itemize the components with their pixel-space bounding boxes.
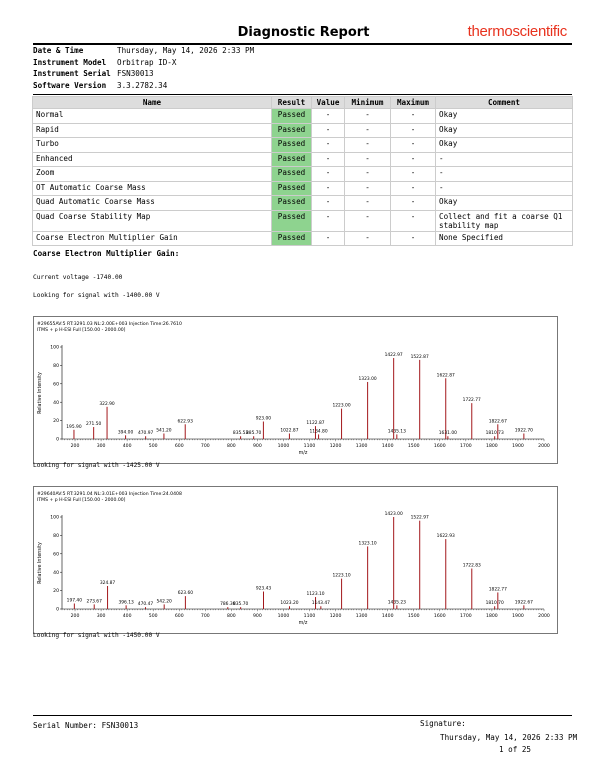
spectrum-header-line: #29655AV:5 RT:3291.03 NL:2.00E+003 Injection Time:26.7610 [37,322,182,327]
y-tick-label: 0 [56,607,59,613]
peak-label: 835.53 [232,431,249,437]
x-tick-label: 1700 [459,614,472,619]
cell-comment: Okay [436,196,573,211]
cell-result: Passed [272,196,312,211]
logo-text-scientific: scientific [512,23,567,40]
cell-maximum: - [391,138,436,153]
x-tick-label: 1800 [486,444,498,449]
current-voltage-note: Current voltage -1740.00 [33,274,123,281]
spectrum-plot-2 [33,486,558,634]
meta-rule [33,94,572,95]
cell-minimum: - [345,210,391,231]
peak-label: 322.90 [99,401,115,407]
x-tick-label: 700 [200,614,210,619]
footer-date: Thursday, May 14, 2026 2:33 PM [440,733,578,742]
peak-label: 1123.10 [306,592,325,598]
cell-result: Passed [272,181,312,196]
peak-label: 1143.47 [311,601,330,607]
peak-label: 1822.77 [488,587,507,593]
spectrum-plot-1 [33,316,558,464]
signal-note-1425: Looking for signal with -1425.00 V [33,462,160,469]
x-tick-label: 1700 [459,444,472,449]
y-tick-label: 20 [53,589,59,595]
report-title: Diagnostic Report [237,25,370,40]
peak-label: 396.13 [118,600,134,606]
signal-note-1400: Looking for signal with -1400.00 V [33,292,160,299]
cell-result: Passed [272,138,312,153]
cell-result: Passed [272,123,312,138]
peak-label: 1323.00 [358,376,377,382]
cell-comment: - [436,181,573,196]
peak-label: 885.70 [245,431,262,437]
cell-value: - [312,196,345,211]
meta-label: Instrument Serial [33,69,111,78]
peak-label: 1522.87 [410,354,429,360]
cell-comment: Okay [436,138,573,153]
peak-label: 1622.87 [436,373,455,379]
peak-label: 1810.70 [485,601,504,607]
col-header-minimum: Minimum [345,97,391,109]
x-tick-label: 800 [226,444,236,449]
logo-text-thermo: thermo [467,23,513,40]
header-rule [33,43,572,45]
meta-value: FSN30013 [117,69,154,78]
x-tick-label: 1800 [486,614,498,619]
peak-label: 1423.00 [384,512,403,517]
x-tick-label: 1300 [355,614,368,619]
x-tick-label: 300 [96,444,106,449]
x-tick-label: 300 [96,614,106,619]
meta-row-software [33,81,254,93]
cell-comment: - [436,152,573,167]
footer-serial-number: Serial Number: FSN30013 [33,721,139,730]
x-tick-label: 1900 [512,614,524,619]
x-tick-label: 2000 [538,444,550,449]
cell-minimum: - [345,152,391,167]
footer-rule [33,715,572,716]
x-tick-label: 1000 [277,614,290,619]
peak-label: 1223.00 [332,403,351,409]
table-header-row [33,97,573,109]
cell-maximum: - [391,181,436,196]
peak-label: 835.70 [232,602,249,608]
peak-label: 623.60 [177,591,194,597]
spectrum-scan-filter: ITMS + p H-ESI Full [150.00 - 2000.00] [37,498,126,503]
cell-comment: Collect and fit a coarse Q1 stability map [436,210,573,231]
peak-label: 1134.80 [309,429,328,435]
x-tick-label: 1000 [277,444,290,449]
x-tick-label: 500 [148,444,158,449]
peak-label: 470.97 [137,431,154,437]
peak-label: 923.00 [255,416,272,422]
cell-value: - [312,109,345,124]
x-tick-label: 200 [70,614,80,619]
table-row [33,123,573,138]
x-tick-label: 1500 [407,614,420,619]
cell-maximum: - [391,210,436,231]
cell-minimum: - [345,167,391,182]
peak-label: 1435.23 [387,600,406,606]
peak-label: 273.67 [86,599,102,605]
cell-value: - [312,181,345,196]
cell-comment: None Specified [436,231,573,246]
y-axis-label: Relative Intensity [38,542,43,584]
y-tick-label: 80 [53,364,59,369]
meta-label: Date & Time [33,46,84,55]
peak-label: 622.93 [177,419,193,425]
meta-row-date [33,46,254,58]
table-row [33,210,573,231]
x-tick-label: 1900 [512,444,524,449]
cell-value: - [312,231,345,246]
table-row [33,109,573,124]
x-tick-label: 900 [253,444,262,449]
cell-name: Quad Automatic Coarse Mass [33,196,272,211]
x-tick-label: 200 [70,444,80,449]
diagnostics-table [32,96,573,246]
cell-value: - [312,210,345,231]
meta-value: Thursday, May 14, 2026 2:33 PM [117,46,255,55]
cell-name: Rapid [33,123,272,138]
section-title: Coarse Electron Multiplier Gain: [33,249,180,258]
x-tick-label: 1200 [329,444,342,449]
peak-label: 1522.97 [410,515,429,521]
y-tick-label: 40 [53,570,59,576]
peak-label: 542.20 [156,599,172,605]
y-tick-label: 40 [53,400,59,406]
x-tick-label: 1100 [303,614,316,619]
table-row [33,152,573,167]
peak-label: 786.30 [220,602,236,608]
y-tick-label: 60 [53,552,59,558]
x-tick-label: 400 [122,614,132,619]
x-tick-label: 1200 [329,614,342,619]
cell-name: Zoom [33,167,272,182]
x-tick-label: 400 [122,444,132,449]
x-tick-label: 1500 [407,444,420,449]
peak-label: 394.00 [117,430,134,436]
x-tick-label: 1600 [433,614,446,619]
cell-name: Coarse Electron Multiplier Gain [33,231,272,246]
spectrum-scan-filter: ITMS + p H-ESI Full [150.00 - 2000.00] [37,328,126,333]
cell-minimum: - [345,231,391,246]
peak-label: 1622.93 [436,534,455,540]
y-tick-label: 20 [53,419,59,425]
peak-label: 1122.87 [306,421,325,427]
peak-label: 1023.20 [280,601,299,607]
col-header-comment: Comment [436,97,573,109]
meta-row-model [33,58,254,70]
cell-name: Quad Coarse Stability Map [33,210,272,231]
cell-name: Turbo [33,138,272,153]
y-tick-label: 100 [50,515,59,521]
x-tick-label: 800 [226,614,236,619]
x-tick-label: 700 [200,444,210,449]
col-header-maximum: Maximum [391,97,436,109]
cell-result: Passed [272,109,312,124]
meta-value: 3.3.2782.34 [117,80,168,90]
cell-minimum: - [345,109,391,124]
signal-note-1450: Looking for signal with -1450.00 V [33,632,160,639]
y-tick-label: 60 [53,382,59,388]
peak-label: 1922.70 [514,428,533,434]
cell-minimum: - [345,123,391,138]
spectrum-header-line: #29640AV:5 RT:3291.04 NL:3.01E+003 Injection Time:24.0408 [37,492,182,497]
cell-comment: Okay [436,109,573,124]
table-row [33,167,573,182]
cell-name: Enhanced [33,152,272,167]
cell-name: Normal [33,109,272,124]
spectrum-svg-1 [34,317,557,463]
col-header-value: Value [312,97,345,109]
x-tick-label: 2000 [538,614,550,619]
y-axis-label: Relative Intensity [38,372,43,414]
x-tick-label: 1400 [381,444,394,449]
cell-minimum: - [345,138,391,153]
x-tick-label: 1400 [381,614,394,619]
cell-result: Passed [272,231,312,246]
meta-row-serial [33,69,254,81]
peak-label: 1722.77 [462,398,481,404]
thermo-scientific-logo [468,23,567,40]
table-row [33,231,573,246]
cell-value: - [312,167,345,182]
peak-label: 1422.97 [384,353,403,359]
peak-label: 271.50 [85,422,102,428]
peak-label: 195.90 [66,424,82,430]
y-tick-label: 0 [56,437,59,443]
peak-label: 1435.13 [387,429,406,435]
x-tick-label: 1300 [355,444,368,449]
meta-value: Orbitrap ID-X [117,57,177,67]
y-tick-label: 100 [50,345,59,351]
report-metadata [33,46,254,92]
y-tick-label: 80 [53,534,59,539]
x-tick-label: 1100 [303,444,316,449]
x-tick-label: 600 [174,444,184,449]
x-tick-label: 600 [174,614,184,619]
peak-label: 324.87 [99,581,116,586]
cell-result: Passed [272,152,312,167]
spectrum-svg-2 [34,487,557,633]
x-axis-label: m/z [298,451,308,456]
peak-label: 1022.87 [280,428,299,434]
peak-label: 1922.67 [514,600,533,606]
cell-minimum: - [345,196,391,211]
x-tick-label: 500 [148,614,158,619]
peak-label: 1810.73 [485,431,504,437]
cell-result: Passed [272,210,312,231]
col-header-result: Result [272,97,312,109]
x-tick-label: 1600 [433,444,446,449]
cell-name: OT Automatic Coarse Mass [33,181,272,196]
peak-label: 197.40 [66,598,83,604]
peak-label: 1822.67 [488,419,507,425]
peak-label: 1722.83 [462,563,481,569]
cell-comment: - [436,167,573,182]
cell-minimum: - [345,181,391,196]
cell-comment: Okay [436,123,573,138]
col-header-name: Name [33,97,272,109]
cell-value: - [312,138,345,153]
cell-maximum: - [391,123,436,138]
x-axis-label: m/z [298,621,308,626]
table-row [33,181,573,196]
cell-result: Passed [272,167,312,182]
peak-label: 1323.10 [358,541,377,547]
peak-label: 923.43 [255,586,272,592]
x-tick-label: 900 [253,614,262,619]
cell-maximum: - [391,152,436,167]
table-row [33,138,573,153]
table-row [33,196,573,211]
cell-maximum: - [391,231,436,246]
peak-label: 541.20 [156,428,172,434]
peak-label: 470.47 [137,602,154,608]
cell-value: - [312,152,345,167]
cell-maximum: - [391,167,436,182]
meta-label: Instrument Model [33,57,107,67]
peak-label: 1223.10 [332,573,351,579]
meta-label: Software Version [33,80,107,90]
footer-signature-label: Signature: [420,719,466,728]
cell-maximum: - [391,196,436,211]
cell-maximum: - [391,109,436,124]
footer-page-number: 1 of 25 [499,745,532,754]
cell-value: - [312,123,345,138]
peak-label: 1631.00 [438,431,457,437]
